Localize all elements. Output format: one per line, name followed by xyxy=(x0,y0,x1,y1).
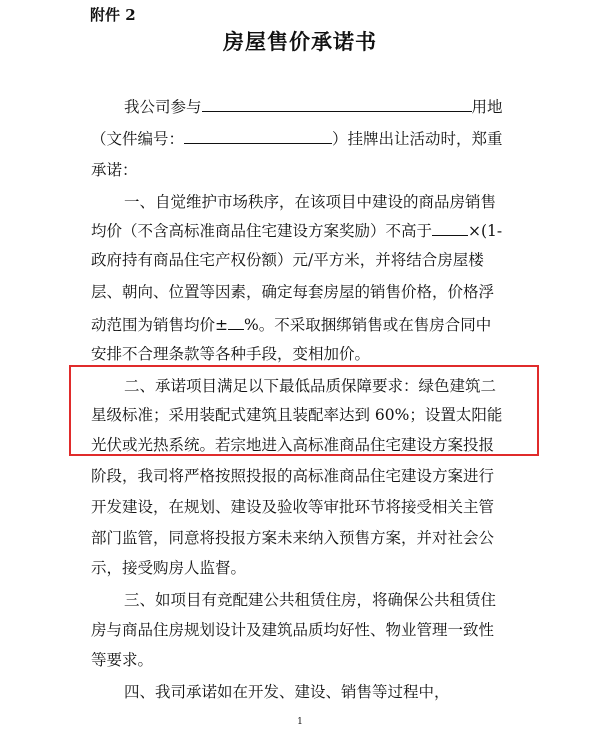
body-line: 政府持有商品住宅产权份额）元/平方米，并将结合房屋楼 xyxy=(91,251,484,269)
attachment-label: 附件 2 xyxy=(90,6,136,24)
body-text: %。不采取捆绑销售或在售房合同中 xyxy=(244,316,492,334)
body-text: ×(1- xyxy=(468,222,503,240)
body-line: 二、承诺项目满足以下最低品质保障要求：绿色建筑二 xyxy=(124,377,497,395)
body-line: 开发建设，在规划、建设及验收等审批环节将接受相关主管 xyxy=(91,498,495,516)
body-line: 房与商品住房规划设计及建筑品质均好性、物业管理一致性 xyxy=(91,621,495,639)
body-line: 阶段，我司将严格按照投报的高标准商品住宅建设方案进行 xyxy=(91,467,495,485)
page-number: 1 xyxy=(297,717,303,727)
body-line: 层、朝向、位置等因素，确定每套房屋的销售价格，价格浮 xyxy=(91,283,495,301)
blank-fill xyxy=(432,218,468,236)
body-line xyxy=(124,94,503,118)
body-text: （文件编号： xyxy=(91,130,185,148)
body-line: 三、如项目有竞配建公共租赁住房，将确保公共租赁住 xyxy=(124,591,497,609)
body-text: ）挂牌出让活动时，郑重 xyxy=(332,130,503,148)
body-line: 部门监管，同意将投报方案未来纳入预售方案，并对社会公 xyxy=(91,529,495,547)
body-line: 示，接受购房人监督。 xyxy=(91,559,247,577)
body-text: 用地 xyxy=(471,98,503,116)
body-text: 均价（不含高标准商品住宅建设方案奖励）不高于 xyxy=(91,222,433,240)
body-line: 安排不合理条款等各种手段，变相加价。 xyxy=(91,345,371,363)
body-line: 等要求。 xyxy=(91,651,154,669)
body-line: 一、自觉维护市场秩序，在该项目中建设的商品房销售 xyxy=(124,193,497,211)
page-title: 房屋售价承诺书 xyxy=(223,29,377,54)
blank-fill xyxy=(228,312,244,330)
body-text: 我公司参与 xyxy=(124,98,202,116)
body-line xyxy=(91,312,491,336)
body-line xyxy=(91,126,503,150)
body-line: 四、我司承诺如在开发、建设、销售等过程中， xyxy=(124,683,450,701)
body-text: 动范围为销售均价± xyxy=(91,316,228,334)
body-line: 光伏或光热系统。若宗地进入高标准商品住宅建设方案投报 xyxy=(91,436,495,454)
body-line xyxy=(91,218,502,242)
blank-fill xyxy=(202,94,472,112)
body-line: 承诺： xyxy=(91,161,138,179)
blank-fill xyxy=(184,126,332,144)
body-line: 星级标准；采用装配式建筑且装配率达到 60%；设置太阳能 xyxy=(91,406,503,424)
